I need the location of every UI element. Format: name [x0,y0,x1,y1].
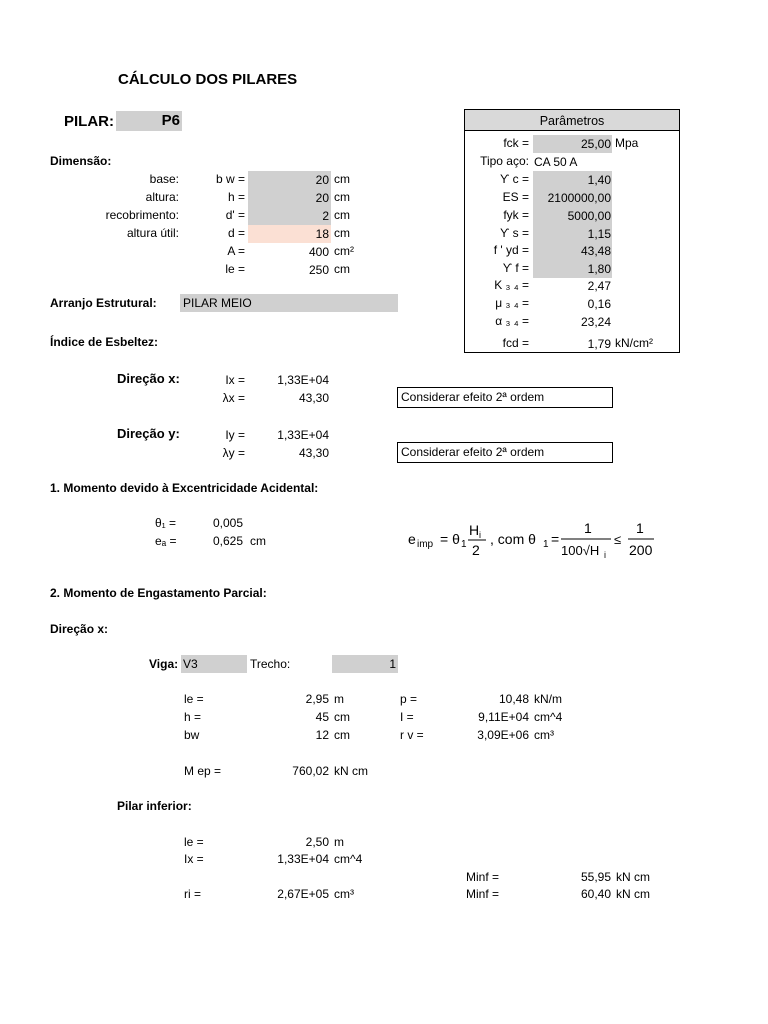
parameter-value: 1,79 [587,337,611,351]
momento1-heading: 1. Momento devido à Excentricidade Acidental: [50,481,319,495]
formula-frac2-den-sub: i [604,550,606,560]
pi-le-symbol: le = [184,835,204,849]
dimension-symbol: A = [227,244,245,258]
direcao-x-label: Direção x: [117,371,180,386]
dimension-unit: cm [334,226,350,240]
viga-prop-value: 12 [315,728,329,742]
viga-prop-symbol: h = [184,710,202,724]
lambda-y-symbol: λy = [222,446,245,460]
viga-prop-symbol: I = [400,710,414,724]
viga-label: Viga: [149,657,179,671]
formula-frac2-num: 1 [584,520,592,536]
minf1-symbol: Minf = [466,870,500,884]
dimension-symbol: b w = [215,172,245,186]
formula-com-sub: 1 [543,539,549,550]
dimension-unit: cm [334,208,350,222]
ea-value: 0,625 [213,534,244,548]
parameter-symbol: ES = [502,190,529,204]
direcao-x-momento: Direção x: [50,622,109,636]
parameter-symbol: fyk = [503,208,529,222]
parameter-value[interactable]: 43,48 [533,242,612,260]
viga-prop-value: 45 [315,710,329,724]
esbeltez-heading: Índice de Esbeltez: [50,335,159,349]
viga-prop-value: 3,09E+06 [477,728,529,742]
pi-ix-symbol: Ix = [184,852,204,866]
trecho-value[interactable]: 1 [332,655,398,673]
pi-ix-value: 1,33E+04 [277,852,329,866]
ea-unit: cm [250,534,266,548]
viga-prop-symbol: r v = [400,728,424,742]
iy-value: 1,33E+04 [277,428,329,442]
formula-image [406,514,658,562]
dimension-name: recobrimento: [105,208,179,222]
dimension-unit: cm [334,172,350,186]
parameter-symbol: f ' yd = [493,243,529,257]
minf2-unit: kN cm [616,887,650,901]
formula-eq1: = θ [440,531,460,547]
parameter-unit: Mpa [615,136,639,150]
parameter-symbol: K ₃ ₄ = [494,278,529,292]
pi-le-unit: m [334,835,344,849]
ix-symbol: Ix = [225,373,245,387]
arranjo-label: Arranjo Estrutural: [50,296,157,310]
formula-num-sub: i [479,530,481,540]
viga-prop-unit: cm³ [534,728,554,742]
dimension-name: altura útil: [126,226,179,240]
dimension-symbol: d = [227,226,245,240]
page-title: CÁLCULO DOS PILARES [118,71,298,88]
dimension-symbol: h = [227,190,245,204]
pi-ri-value: 2,67E+05 [277,887,329,901]
pilar-label: PILAR: [64,113,114,130]
ea-symbol: eₐ = [155,534,177,548]
viga-prop-unit: cm [334,710,350,724]
dimension-name: base: [149,172,179,186]
viga-prop-symbol: le = [184,692,204,706]
parametros-title: Parâmetros [464,109,680,131]
dirx-note: Considerar efeito 2ª ordem [397,387,613,408]
dimension-value: 18 [248,225,331,243]
iy-symbol: Iy = [225,428,245,442]
formula-frac3-num: 1 [636,520,644,536]
dimension-symbol: d' = [225,208,245,222]
parameter-symbol: ϒ c = [500,172,529,186]
parameter-symbol: fcd = [502,336,529,350]
viga-prop-unit: cm^4 [534,710,563,724]
arranjo-value[interactable]: PILAR MEIO [180,294,398,312]
mep-unit: kN cm [334,764,368,778]
dimension-name: altura: [145,190,179,204]
dimension-value[interactable]: 2 [248,207,331,225]
viga-prop-symbol: p = [400,692,418,706]
formula-com: , com θ [490,531,536,547]
dimension-unit: cm² [334,244,354,258]
viga-prop-unit: kN/m [534,692,562,706]
trecho-label: Trecho: [250,657,291,671]
momento2-heading: 2. Momento de Engastamento Parcial: [50,586,267,600]
theta-value: 0,005 [213,516,244,530]
parameter-value[interactable]: 2100000,00 [533,189,612,207]
pi-ix-unit: cm^4 [334,852,363,866]
viga-prop-value: 2,95 [305,692,329,706]
parameter-symbol: ϒ s = [500,226,529,240]
formula-den: 2 [472,542,480,558]
theta-symbol: θ₁ = [155,516,177,530]
formula-num: H [469,522,480,538]
formula-frac3-den: 200 [629,542,653,558]
formula-theta-sub: 1 [461,539,467,550]
viga-prop-value: 10,48 [498,692,529,706]
dimension-value: 400 [308,245,329,259]
pi-le-value: 2,50 [305,835,329,849]
viga-prop-unit: cm [334,728,350,742]
formula-frac2-den: 100√H [561,543,600,558]
formula-eq2: = [551,531,560,547]
parameter-value[interactable]: 25,00 [533,135,612,153]
direcao-y-label: Direção y: [117,426,180,441]
pilar-inferior-heading: Pilar inferior: [117,799,192,813]
minf2-value: 60,40 [580,887,611,901]
viga-prop-symbol: bw [184,728,200,742]
parameter-value[interactable]: 5000,00 [533,207,612,225]
minf2-symbol: Minf = [466,887,500,901]
parameter-symbol: fck = [503,136,529,150]
parameter-symbol: ϒ f = [502,261,529,275]
parameter-unit: kN/cm² [615,336,653,350]
parameter-value[interactable]: 1,80 [533,260,612,278]
pi-ri-symbol: ri = [184,887,202,901]
lambda-x-value: 43,30 [298,391,329,405]
viga-value[interactable]: V3 [181,655,247,673]
formula-le: ≤ [614,532,622,547]
parameter-value: 2,47 [587,279,611,293]
parameter-value: CA 50 A [534,155,578,169]
parameter-value[interactable]: 1,15 [533,225,612,243]
lambda-x-symbol: λx = [222,391,245,405]
formula-lhs: e [408,531,416,547]
formula-lhs-sub: imp [417,539,434,550]
dimension-value: 250 [308,263,329,277]
dimension-unit: cm [334,262,350,276]
mep-symbol: M ep = [184,764,222,778]
viga-prop-value: 9,11E+04 [478,710,529,724]
parameter-symbol: α ₃ ₄ = [495,314,529,328]
minf1-value: 55,95 [580,870,611,884]
parameter-value: 23,24 [580,315,611,329]
viga-prop-unit: m [334,692,344,706]
lambda-y-value: 43,30 [298,446,329,460]
dimension-value[interactable]: 20 [248,171,331,189]
ix-value: 1,33E+04 [277,373,329,387]
pilar-value[interactable]: P6 [116,111,182,131]
parameter-symbol: μ ₃ ₄ = [495,296,529,310]
dimension-symbol: le = [225,262,245,276]
parameter-value[interactable]: 1,40 [533,171,612,189]
dimension-unit: cm [334,190,350,204]
dimension-value[interactable]: 20 [248,189,331,207]
parameter-symbol: Tipo aço: [480,154,529,168]
minf1-unit: kN cm [616,870,650,884]
diry-note: Considerar efeito 2ª ordem [397,442,613,463]
mep-value: 760,02 [292,764,329,778]
dimensao-heading: Dimensão: [50,154,112,168]
pi-ri-unit: cm³ [334,887,354,901]
parameter-value: 0,16 [587,297,611,311]
